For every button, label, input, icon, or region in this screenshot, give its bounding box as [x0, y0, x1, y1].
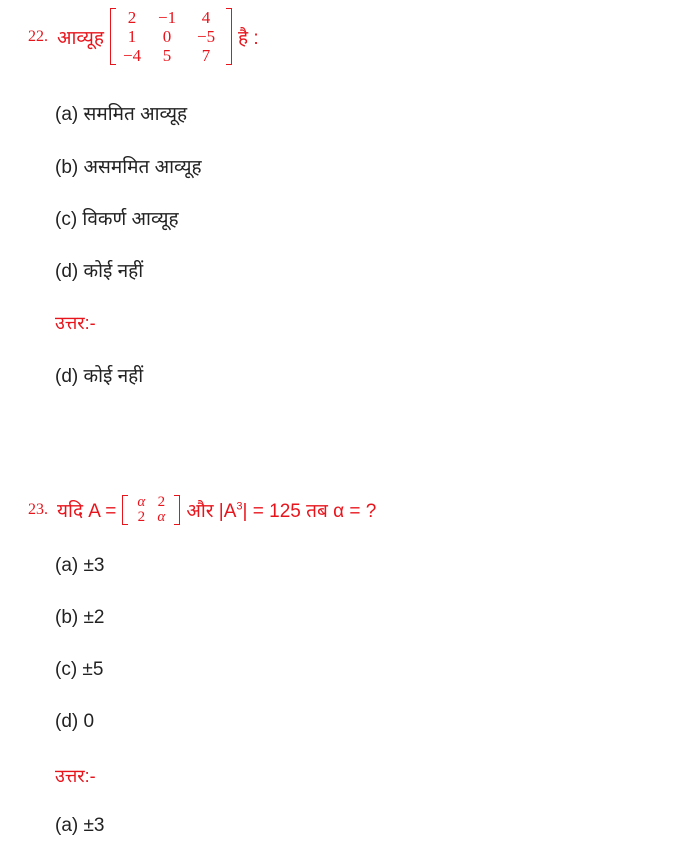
question-number: 23. — [28, 501, 48, 518]
option-b: (b) ±2 — [55, 607, 105, 628]
question-prefix: यदि A = — [57, 501, 117, 522]
option-c: (c) ±5 — [55, 659, 104, 680]
option-a: (a) सममित आव्यूह — [55, 104, 188, 125]
option-a: (a) ±3 — [55, 555, 105, 576]
matrix-cell: 7 — [201, 46, 211, 65]
answer-text: (a) ±3 — [55, 815, 105, 836]
question-suffix: है : — [238, 27, 259, 49]
answer-label: उत्तर:- — [55, 313, 96, 333]
option-d: (d) कोई नहीं — [55, 261, 144, 282]
exponent: 3 — [236, 500, 243, 513]
matrix-cell: −1 — [157, 8, 177, 27]
matrix-cell: α — [137, 494, 146, 510]
matrix-3x3 — [110, 8, 232, 65]
matrix-cell: α — [157, 509, 166, 525]
matrix-grid — [116, 8, 226, 65]
question-23-heading — [28, 495, 376, 525]
matrix-cell: −5 — [196, 27, 216, 46]
option-d: (d) 0 — [55, 711, 95, 732]
matrix-cell: 1 — [127, 27, 137, 46]
matrix-cell: 2 — [157, 494, 166, 510]
matrix-cell: 2 — [137, 509, 146, 525]
matrix-grid — [128, 495, 174, 525]
question-22-heading — [28, 8, 259, 65]
matrix-2x2 — [122, 495, 180, 525]
answer-label: उत्तर:- — [55, 766, 96, 786]
matrix-cell: 5 — [162, 46, 172, 65]
question-mid — [186, 497, 376, 523]
right-bracket — [174, 495, 180, 525]
tail-text: | = 125 तब α = ? — [242, 501, 377, 522]
option-c: (c) विकर्ण आव्यूह — [55, 209, 179, 230]
answer-text: (d) कोई नहीं — [55, 366, 144, 387]
question-prefix: आव्यूह — [57, 27, 105, 49]
question-number: 22. — [28, 27, 48, 45]
right-bracket — [226, 8, 232, 65]
mid-text: और |A — [186, 501, 237, 522]
matrix-cell: 2 — [127, 8, 137, 27]
option-b: (b) असममित आव्यूह — [55, 157, 202, 178]
matrix-cell: −4 — [122, 46, 142, 65]
matrix-cell: 0 — [162, 27, 172, 46]
matrix-cell: 4 — [201, 8, 211, 27]
